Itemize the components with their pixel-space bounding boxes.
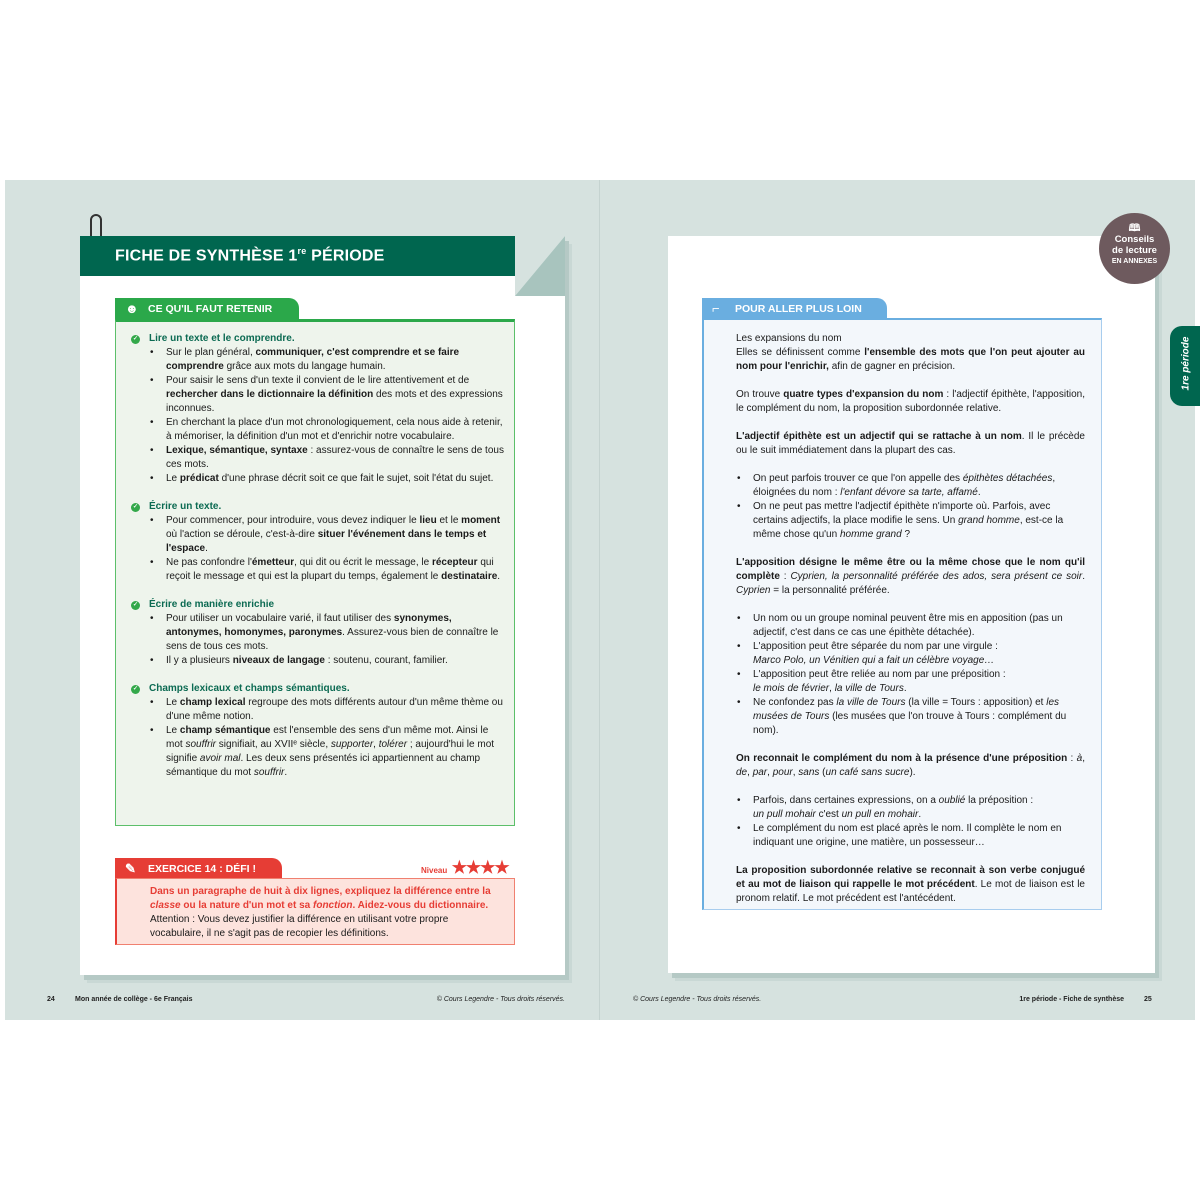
period-side-tab[interactable] (1170, 326, 1200, 406)
text-run: destinataire (441, 571, 498, 582)
text-run: Le complément du nom est placé après le nom. Il complète le nom en indiquant une origine, une matière, un possesseur… (753, 823, 1062, 848)
section-title: 1re période - Fiche de synthèse (1019, 996, 1124, 1003)
exercise-label: EXERCICE 14 : DÉFI ! (148, 863, 256, 875)
bullet-list (736, 472, 1085, 542)
text-run: la préposition : (965, 795, 1034, 806)
list-item (753, 668, 1085, 696)
text-run: , éloignées du nom : (753, 473, 1056, 498)
retenir-section (132, 682, 504, 780)
text-run: supporter (330, 739, 374, 750)
text-run: épithètes détachées (962, 473, 1053, 484)
text-run: niveaux de langage (232, 655, 325, 666)
text-run: La proposition subordonnée relative se reconnait à son verbe conjugué et au mot de liaison qui rappelle le mot précédent (736, 865, 1085, 890)
difficulty-level (421, 858, 509, 878)
list-item (166, 374, 504, 416)
text-run: . Les deux sens présentés ici appartiennent au champ sémantique du mot (166, 753, 481, 778)
text-run: qui reçoit le message et qui est la plupart du temps, également le (166, 557, 494, 582)
text-run: . (977, 487, 981, 498)
text-run: un pull en mohair (841, 809, 919, 820)
copyright: © Cours Legendre - Tous droits réservés. (633, 996, 762, 1003)
pencil-icon: ✎ (125, 861, 136, 876)
list-item (166, 612, 504, 654)
text-run: Marco Polo, un Vénitien qui a fait un célèbre voyage… (753, 655, 995, 666)
list-item (753, 822, 1085, 850)
star-icons: ★★★★ (451, 858, 509, 877)
text-run: L'apposition peut être séparée du nom par une virgule : (753, 641, 998, 652)
paragraph (736, 332, 1085, 374)
text-run: c'est (815, 809, 842, 820)
text-run: Pour saisir le sens d'un texte il convient de le lire attentivement et de (166, 375, 470, 386)
text-run: ou la nature d'un mot et sa (180, 900, 313, 911)
book-icon: 🕮 (1128, 223, 1141, 234)
list-item (753, 696, 1085, 738)
bullet-list (736, 794, 1085, 850)
text-run: . (903, 683, 907, 694)
text-run: . (1082, 571, 1085, 582)
text-run: Ne pas confondre l' (166, 557, 252, 568)
text-run: moment (461, 515, 501, 526)
bullet-list (149, 612, 504, 668)
text-run: On ne peut pas mettre l'adjectif épithète n'importe où. Parfois, avec certains adjectifs, la place modifie le sens. Un (753, 501, 1051, 526)
text-run: : (1067, 753, 1077, 764)
text-run: ( (819, 767, 826, 778)
text-run: la ville de Tours (836, 697, 906, 708)
page-number: 24 (47, 996, 55, 1003)
text-run: = la personnalité préférée. (770, 585, 890, 596)
text-run: ; aujourd'hui le mot signifie (166, 739, 495, 764)
text-run: l'ensemble des mots que l'on peut ajouter au nom pour l'enrichir, (736, 347, 1085, 372)
text-run: oublié (938, 795, 966, 806)
section-title-text: Champs lexicaux et champs sémantiques. (149, 683, 350, 694)
text-run: fonction (313, 900, 353, 911)
list-item (166, 346, 504, 374)
text-run: Il y a plusieurs (166, 655, 233, 666)
list-item (753, 640, 1085, 668)
list-item (166, 472, 504, 486)
text-run: Un nom ou un groupe nominal peuvent être mis en apposition (pas un adjectif, c'est dans ce cas une épithète détachée). (753, 613, 1063, 638)
paragraph (736, 864, 1085, 906)
text-run: . Assurez-vous bien de connaître le sens de tous ces mots. (166, 627, 499, 652)
text-run: . (497, 571, 501, 582)
text-run: Sur le plan général, (166, 347, 256, 358)
text-run: L'apposition peut être reliée au nom par une préposition : (753, 669, 1006, 680)
text-run: Ne confondez pas (753, 697, 837, 708)
check-icon: ✓ (132, 602, 139, 608)
text-run: Les expansions du nom (736, 333, 842, 344)
text-run: prédicat (179, 473, 219, 484)
section-title-text: Lire un texte et le comprendre. (149, 333, 295, 344)
list-item (166, 416, 504, 444)
loin-box (702, 318, 1102, 910)
text-run: Parfois, dans certaines expressions, on a (753, 795, 939, 806)
text-run: , (829, 683, 835, 694)
text-run: homme grand (839, 529, 902, 540)
text-run: L'apposition désigne le même être ou la même chose que le nom qu'il complète (736, 557, 1085, 582)
text-run: un café sans sucre (825, 767, 910, 778)
retenir-section (132, 332, 504, 486)
text-run: . (918, 809, 922, 820)
text-run: Attention : Vous devez justifier la différence en utilisant votre propre vocabulaire, il ne s'agit pas de recopier les définitions. (150, 914, 449, 939)
text-run: , (767, 767, 773, 778)
retenir-section (132, 598, 504, 668)
bullet-list (149, 696, 504, 780)
section-title (132, 682, 504, 696)
text-run: , (792, 767, 799, 778)
reading-tips-badge[interactable] (1099, 213, 1170, 284)
text-run: souffrir (185, 739, 217, 750)
text-run: (la ville = Tours : apposition) et (905, 697, 1047, 708)
text-run: Le (166, 725, 180, 736)
text-run: l'enfant dévore sa tarte, affamé (840, 487, 978, 498)
text-run: d'une phrase décrit soit ce que fait le sujet, soit l'état du sujet. (218, 473, 494, 484)
text-run: communiquer, c'est comprendre et se faire comprendre (166, 347, 460, 372)
exercise-tab (115, 858, 282, 879)
list-item (753, 794, 1085, 822)
text-run: récepteur (431, 557, 478, 568)
title-text-end: PÉRIODE (306, 247, 385, 265)
text-run: : l'adjectif épithète, l'apposition, le complément du nom, la proposition subordonnée relative. (736, 389, 1085, 414)
text-run: On reconnait le complément du nom à la présence d'une préposition (736, 753, 1068, 764)
text-run: la ville de Tours (834, 683, 904, 694)
text-run: Lexique, sémantique, syntaxe (166, 445, 308, 456)
text-run: situer l'événement dans le temps et l'espace (166, 529, 487, 554)
text-run: grand homme (958, 515, 1020, 526)
text-run: . Aidez-vous du dictionnaire. (352, 900, 489, 911)
text-run: : (779, 571, 791, 582)
retenir-box (115, 319, 515, 826)
paragraph (736, 388, 1085, 416)
list-item (166, 556, 504, 584)
bullet-list (149, 346, 504, 486)
paragraph (736, 430, 1085, 458)
exercise-box (115, 878, 515, 945)
exercise-paragraph (150, 913, 504, 941)
head-icon: ☻ (125, 301, 139, 316)
text-run: est l'ensemble des sens d'un même mot. Ainsi le mot (166, 725, 489, 750)
text-run: Le (166, 697, 180, 708)
list-item (166, 514, 504, 556)
text-run: Dans un paragraphe de huit à dix lignes, expliquez la différence entre la (150, 886, 491, 897)
section-title (132, 332, 504, 346)
text-run: . Le mot de liaison est le pronom relatif. Le mot précédent est l'antécédent. (736, 879, 1085, 904)
text-run: signifiait, au XVIIᵉ siècle, (216, 739, 331, 750)
page-title (80, 236, 515, 276)
text-run: tolérer (378, 739, 408, 750)
text-run: synonymes, antonymes, homonymes, paronymes (166, 613, 452, 638)
text-run: et le (436, 515, 462, 526)
badge-line1: Conseils (1114, 234, 1155, 245)
text-run: rechercher dans le dictionnaire la définition (166, 389, 374, 400)
text-run: Le (166, 473, 180, 484)
folded-corner-flap (515, 236, 565, 296)
text-run: champ sémantique (179, 725, 271, 736)
list-item (166, 444, 504, 472)
text-run: de (736, 767, 748, 778)
list-item (753, 612, 1085, 640)
text-run: . Il le précède ou le suit immédiatement dans la plupart des cas. (736, 431, 1085, 456)
bullet-list (149, 514, 504, 584)
text-run: où l'action se déroule, c'est-à-dire (166, 529, 318, 540)
text-run: pour (772, 767, 793, 778)
text-run: : soutenu, courant, familier. (324, 655, 448, 666)
text-run: un pull mohair (753, 809, 816, 820)
text-run: à (1076, 753, 1083, 764)
text-run: des mots et des expressions inconnues. (166, 389, 503, 414)
text-run: les musées de Tours (753, 697, 1060, 722)
text-run: quatre types d'expansion du nom (783, 389, 944, 400)
page-number: 25 (1144, 996, 1152, 1003)
list-item (753, 472, 1085, 500)
list-item (166, 696, 504, 724)
text-run: On trouve (736, 389, 784, 400)
check-icon: ✓ (132, 336, 139, 342)
retenir-tab (115, 298, 299, 319)
text-run: . (284, 767, 288, 778)
list-item (166, 724, 504, 780)
text-run: sans (798, 767, 820, 778)
title-text: FICHE DE SYNTHÈSE 1 (115, 247, 298, 265)
text-run: . (205, 543, 208, 554)
text-run: En cherchant la place d'un mot chronologiquement, cela nous aide à retenir, à mémoriser, la définition d'un mot et d'enrichir notre vocabulaire. (166, 417, 503, 442)
section-title-text: Écrire un texte. (149, 501, 222, 512)
gutter (599, 180, 600, 1020)
text-run: lieu (419, 515, 437, 526)
text-run: (les musées que l'on trouve à Tours : complément du nom). (753, 711, 1067, 736)
list-item (753, 500, 1085, 542)
text-run: Cyprien, la personnalité préférée des ados, sera présent ce soir (790, 571, 1083, 582)
title-sup: re (297, 246, 307, 256)
exercise-paragraph (150, 885, 504, 913)
section-title (132, 500, 504, 514)
bullet-list (736, 612, 1085, 738)
text-run: grâce aux mots du langage humain. (223, 361, 386, 372)
level-label: Niveau (421, 866, 448, 875)
text-run: , qui dit ou écrit le message, le (294, 557, 432, 568)
text-run: , (747, 767, 753, 778)
text-run: On peut parfois trouver ce que l'on appelle des (753, 473, 963, 484)
badge-line2: de lecture (1112, 245, 1157, 256)
section-title-text: Écrire de manière enrichie (149, 599, 275, 610)
stairs-icon: ⌐ (712, 301, 720, 316)
text-run: Pour utiliser un vocabulaire varié, il faut utiliser des (166, 613, 394, 624)
text-run: Pour commencer, pour introduire, vous devez indiquer le (166, 515, 420, 526)
side-tab-label: 1re période (1180, 336, 1192, 391)
text-run: , est-ce la même chose qu'un (753, 515, 1064, 540)
badge-line3: EN ANNEXES (1111, 258, 1158, 265)
retenir-section (132, 500, 504, 584)
text-run: L'adjectif épithète est un adjectif qui se rattache à un nom (736, 431, 1022, 442)
check-icon: ✓ (132, 504, 139, 510)
text-run: avoir mal (199, 753, 241, 764)
list-item (166, 654, 504, 668)
text-run: regroupe des mots différents autour d'un même thème ou d'une même notion. (166, 697, 503, 722)
loin-tab (702, 298, 887, 319)
text-run: champ lexical (179, 697, 246, 708)
paragraph (736, 556, 1085, 598)
text-run: émetteur (251, 557, 295, 568)
text-run: Cyprien (736, 585, 771, 596)
text-run: par (752, 767, 768, 778)
text-run: ). (909, 767, 916, 778)
text-run: ? (901, 529, 911, 540)
retenir-label: CE QU'IL FAUT RETENIR (148, 303, 273, 315)
text-run: : assurez-vous de connaître le sens de tous ces mots. (166, 445, 504, 470)
text-run: afin de gagner en précision. (828, 361, 956, 372)
paragraph (736, 752, 1085, 780)
text-run: souffrir (253, 767, 285, 778)
check-icon: ✓ (132, 686, 139, 692)
text-run: Elles se définissent comme (736, 347, 865, 358)
text-run: , (373, 739, 379, 750)
text-run: le mois de février (753, 683, 830, 694)
loin-label: POUR ALLER PLUS LOIN (735, 303, 862, 315)
text-run: classe (150, 900, 181, 911)
book-title: Mon année de collège - 6e Français (75, 996, 193, 1003)
section-title (132, 598, 504, 612)
text-run: , (1082, 753, 1085, 764)
copyright: © Cours Legendre - Tous droits réservés. (436, 996, 565, 1003)
